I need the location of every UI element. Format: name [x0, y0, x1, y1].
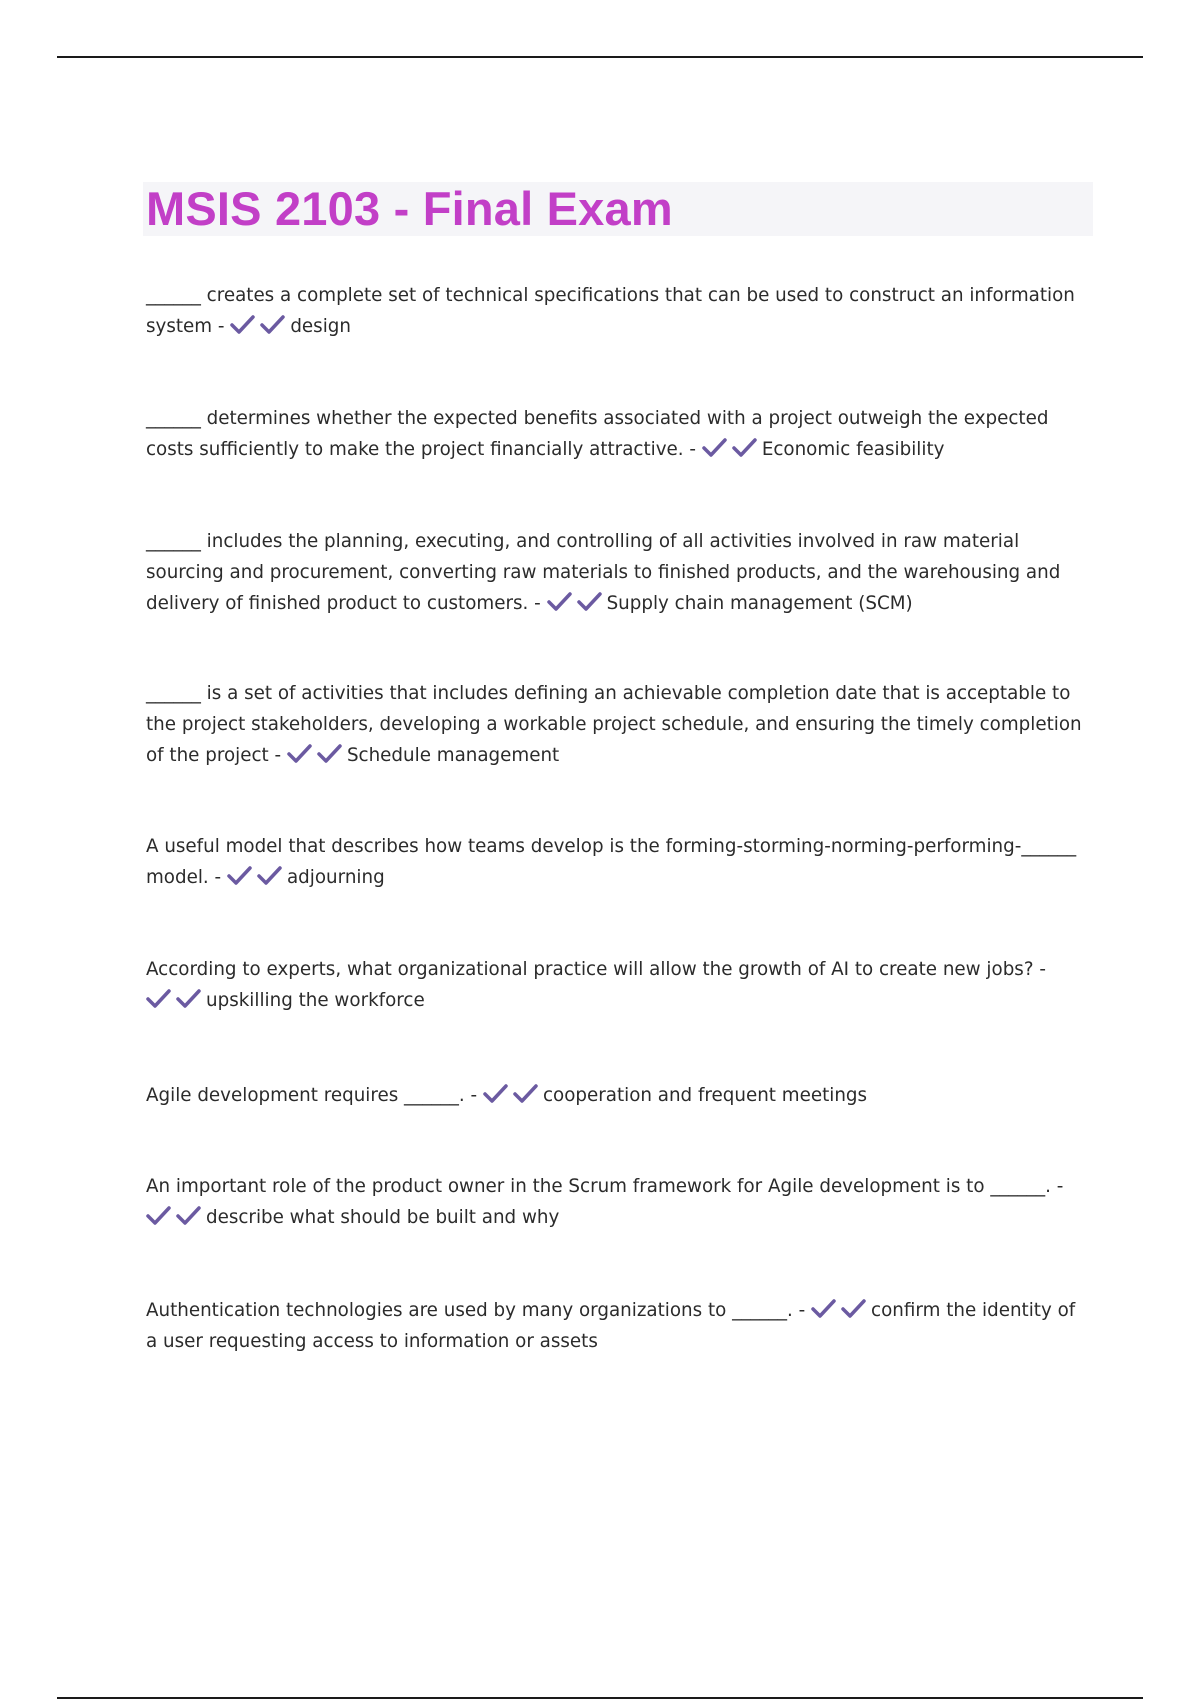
checkmark-icon [146, 989, 172, 1009]
qa-item [146, 831, 1091, 893]
answer-text: Economic feasibility [761, 439, 945, 460]
separator: - [212, 316, 231, 337]
qa-item [146, 403, 1091, 465]
checkmark-icon [227, 866, 253, 886]
page-title: MSIS 2103 - Final Exam [146, 182, 673, 235]
qa-item [146, 678, 1091, 771]
qa-item [146, 280, 1091, 342]
double-checkmark-icon [811, 1300, 871, 1321]
checkmark-icon [702, 438, 728, 458]
checkmark-icon [841, 1299, 867, 1319]
question-text: ______ includes the planning, executing, and controlling of all activities involved in raw material sourcing and procurement, converting raw materials to finished products, and the warehousing and delivery of finished product to customers. [146, 531, 1061, 614]
separator: - [792, 1300, 812, 1321]
top-rule [57, 56, 1143, 58]
separator: - [1050, 1176, 1064, 1197]
bottom-rule [57, 1697, 1143, 1699]
checkmark-icon [260, 315, 286, 335]
answer-text: confirm the identity of a user requesting access to information or assets [146, 1300, 1076, 1352]
question-text: ______ determines whether the expected benefits associated with a project outweigh the expected costs sufficiently to make the project financially attractive. [146, 408, 1049, 460]
double-checkmark-icon [230, 316, 290, 337]
checkmark-icon [811, 1299, 837, 1319]
double-checkmark-icon [547, 593, 607, 614]
separator: - [683, 439, 702, 460]
checkmark-icon [547, 592, 573, 612]
qa-item [146, 526, 1091, 619]
checkmark-icon [230, 315, 256, 335]
separator: - [268, 745, 287, 766]
double-checkmark-icon [227, 867, 287, 888]
answer-text: Schedule management [346, 745, 560, 766]
separator: - [528, 593, 547, 614]
answer-text: upskilling the workforce [206, 990, 425, 1011]
question-text: A useful model that describes how teams develop is the forming-storming-norming-performing-______ model. [146, 836, 1077, 888]
question-text: Agile development requires ______. [146, 1085, 465, 1106]
checkmark-icon [257, 866, 283, 886]
checkmark-icon [146, 1206, 172, 1226]
qa-item [146, 1295, 1091, 1357]
question-text: An important role of the product owner in the Scrum framework for Agile development is to ______. [146, 1176, 1051, 1197]
question-text: ______ is a set of activities that includes defining an achievable completion date that is acceptable to the project stakeholders, developing a workable project schedule, and ensuring the timely completion of the project [146, 683, 1082, 766]
separator: - [464, 1085, 483, 1106]
checkmark-icon [732, 438, 758, 458]
answer-text: adjourning [286, 867, 385, 888]
qa-item [146, 1080, 1091, 1111]
checkmark-icon [176, 989, 202, 1009]
checkmark-icon [176, 1206, 202, 1226]
double-checkmark-icon [483, 1085, 543, 1106]
double-checkmark-icon [146, 990, 206, 1011]
checkmark-icon [513, 1084, 539, 1104]
answer-text: Supply chain management (SCM) [606, 593, 913, 614]
answer-text: describe what should be built and why [206, 1207, 560, 1228]
qa-item [146, 954, 1091, 1016]
question-text: According to experts, what organizational practice will allow the growth of AI to create new jobs? [146, 959, 1034, 980]
qa-item [146, 1171, 1091, 1233]
separator: - [208, 867, 227, 888]
checkmark-icon [483, 1084, 509, 1104]
checkmark-icon [317, 744, 343, 764]
double-checkmark-icon [702, 439, 762, 460]
answer-text: design [290, 316, 351, 337]
checkmark-icon [287, 744, 313, 764]
separator: - [1033, 959, 1046, 980]
question-text: ______ creates a complete set of technical specifications that can be used to construct an information system [146, 285, 1075, 337]
checkmark-icon [577, 592, 603, 612]
double-checkmark-icon [287, 745, 347, 766]
question-text: Authentication technologies are used by many organizations to ______. [146, 1300, 793, 1321]
answer-text: cooperation and frequent meetings [542, 1085, 868, 1106]
double-checkmark-icon [146, 1207, 206, 1228]
